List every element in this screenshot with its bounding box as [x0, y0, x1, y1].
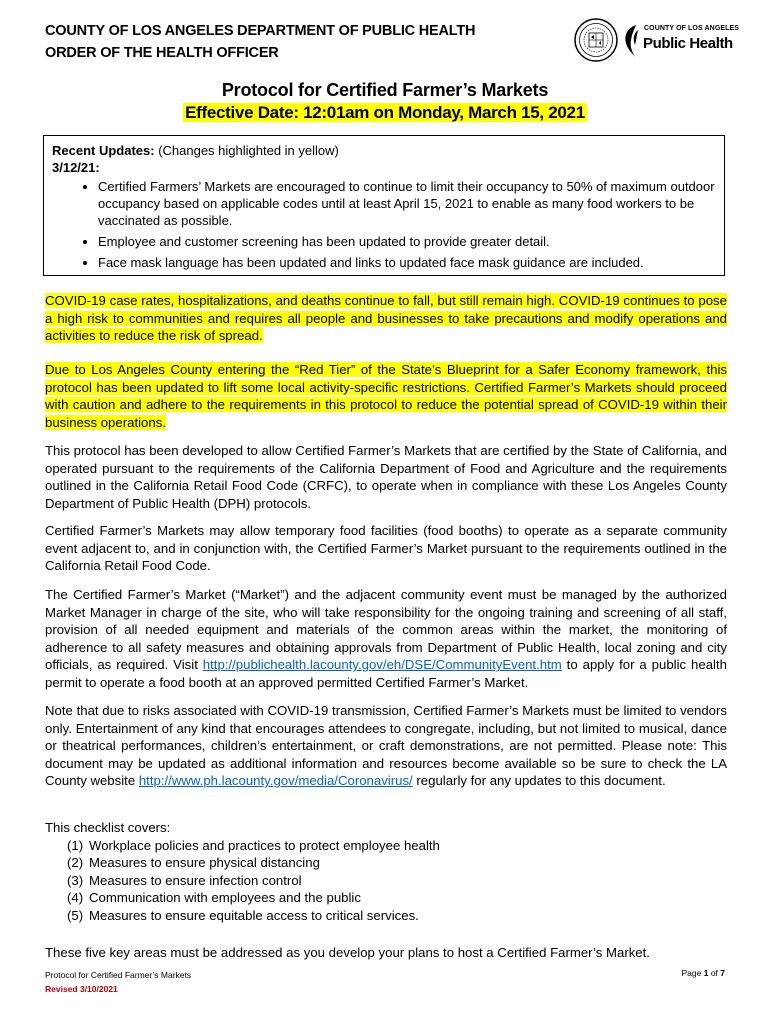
paragraph-food-booths: Certified Farmer’s Markets may allow temporary food facilities (food booths) to operate as a separate community event adjacent to, and in conjunction with, the Certified Farmer’s Market pursuant to the requirements outlined in the California Retail Food Code. [45, 523, 727, 574]
paragraph-market-manager: The Certified Farmer’s Market (“Market”) and the adjacent community event must be managed by the authorized Market Manager in charge of the site, who will take responsibility for the ongoing training and screening of all staff, provision of all needed equipment and materials of the common areas within the market, the monitoring of adherence to all safety measures and obtaining approvals from Department of Public Health, local zoning and city officials, as required. Visit http://publichealth.lacounty.gov/eh/DSE/CommunityEvent.htm to apply for a public health permit to operate a food booth at an approved permitted Certified Farmer’s Market. [45, 587, 727, 690]
public-health-logo [622, 22, 740, 62]
paragraph-vendors-only: Note that due to risks associated with COVID-19 transmission, Certified Farmer’s Markets must be limited to vendors only. Entertainment of any kind that encourages attendees to congregate, including, but not limited to musical, dance or theatrical performances, children’s entertainment, or craft demonstrations, are not permitted. Please note: This document may be updated as additional information and resources become available so be sure to check the LA County website http://www.ph.lacounty.gov/media/Coronavirus/ regularly for any updates to this document. [45, 703, 727, 789]
checklist-section [45, 819, 440, 925]
recent-updates-box [43, 135, 725, 276]
header-line-1: COUNTY OF LOS ANGELES DEPARTMENT OF PUBLIC HEALTH [45, 23, 476, 39]
footer-left [45, 968, 191, 996]
community-event-link[interactable]: http://publichealth.lacounty.gov/eh/DSE/CommunityEvent.htm [202, 657, 562, 673]
effective-date-row [0, 103, 770, 123]
checklist-intro: This checklist covers: [45, 820, 171, 835]
paragraph-covid-rates: COVID-19 case rates, hospitalizations, and deaths continue to fall, but still remain high. COVID-19 continues to pose a high risk to communities and requires all people and businesses to take precautions and modify operations and activities to reduce the risk of spread. [45, 293, 727, 344]
footer-revised: Revised 3/10/2021 [45, 984, 118, 994]
logo-public-health-text: Public Health [643, 35, 733, 52]
header-line-2: ORDER OF THE HEALTH OFFICER [45, 45, 279, 61]
update-item: • Employee and customer screening has been updated to provide greater detail. [98, 233, 718, 250]
logo-county-text: COUNTY OF LOS ANGELES [644, 25, 740, 32]
recent-updates-date: 3/12/21: [52, 160, 100, 175]
public-health-mark-icon [622, 24, 640, 58]
checklist-item: (3) Measures to ensure infection control [67, 872, 302, 888]
closing-statement: These five key areas must be addressed as you develop your plans to host a Certified Farmer’s Market. [45, 945, 650, 960]
update-item: • Certified Farmers’ Markets are encouraged to continue to limit their occupancy to 50% of maximum outdoor occupancy based on applicable codes until at least April 15, 2021 to enable as many food workers to be vaccinated as possible. [98, 178, 718, 229]
checklist-list [45, 837, 440, 925]
paragraph-red-tier: Due to Los Angeles County entering the “Red Tier” of the State’s Blueprint for a Safer Economy framework, this protocol has been updated to lift some local activity-specific restrictions. Certified Farmer’s Markets should proceed with caution and adhere to the requirements in this protocol to reduce the potential spread of COVID-19 within their business operations. [45, 362, 727, 430]
header-title [45, 20, 475, 64]
checklist-item: (2) Measures to ensure physical distancing [67, 855, 320, 871]
footer-page-number: Page 1 of 7 [681, 968, 725, 978]
recent-updates-heading [52, 142, 718, 159]
coronavirus-website-link[interactable]: http://www.ph.lacounty.gov/media/Coronavirus/ [138, 773, 413, 789]
recent-updates-label: Recent Updates: [52, 143, 155, 158]
checklist-item: (4) Communication with employees and the public [67, 890, 361, 906]
county-seal-icon [574, 18, 618, 62]
checklist-item: (5) Measures to ensure equitable access to critical services. [67, 907, 419, 923]
effective-date: Effective Date: 12:01am on Monday, March 15, 2021 [185, 103, 585, 122]
recent-updates-list [52, 178, 718, 271]
document-title: Protocol for Certified Farmer’s Markets [221, 80, 549, 100]
recent-updates-note: (Changes highlighted in yellow) [154, 143, 339, 158]
checklist-item: (1) Workplace policies and practices to protect employee health [67, 837, 440, 853]
update-item: • Face mask language has been updated and links to updated face mask guidance are included. [98, 254, 718, 271]
footer-doc-name: Protocol for Certified Farmer’s Markets [45, 970, 192, 980]
paragraph-protocol-intro: This protocol has been developed to allow Certified Farmer’s Markets that are certified by the State of California, and operated pursuant to the requirements of the California Department of Food and Agriculture and the requirements outlined in the California Retail Food Code (CRFC), to operate when in compliance with these Los Angeles County Department of Public Health (DPH) protocols. [45, 443, 727, 511]
